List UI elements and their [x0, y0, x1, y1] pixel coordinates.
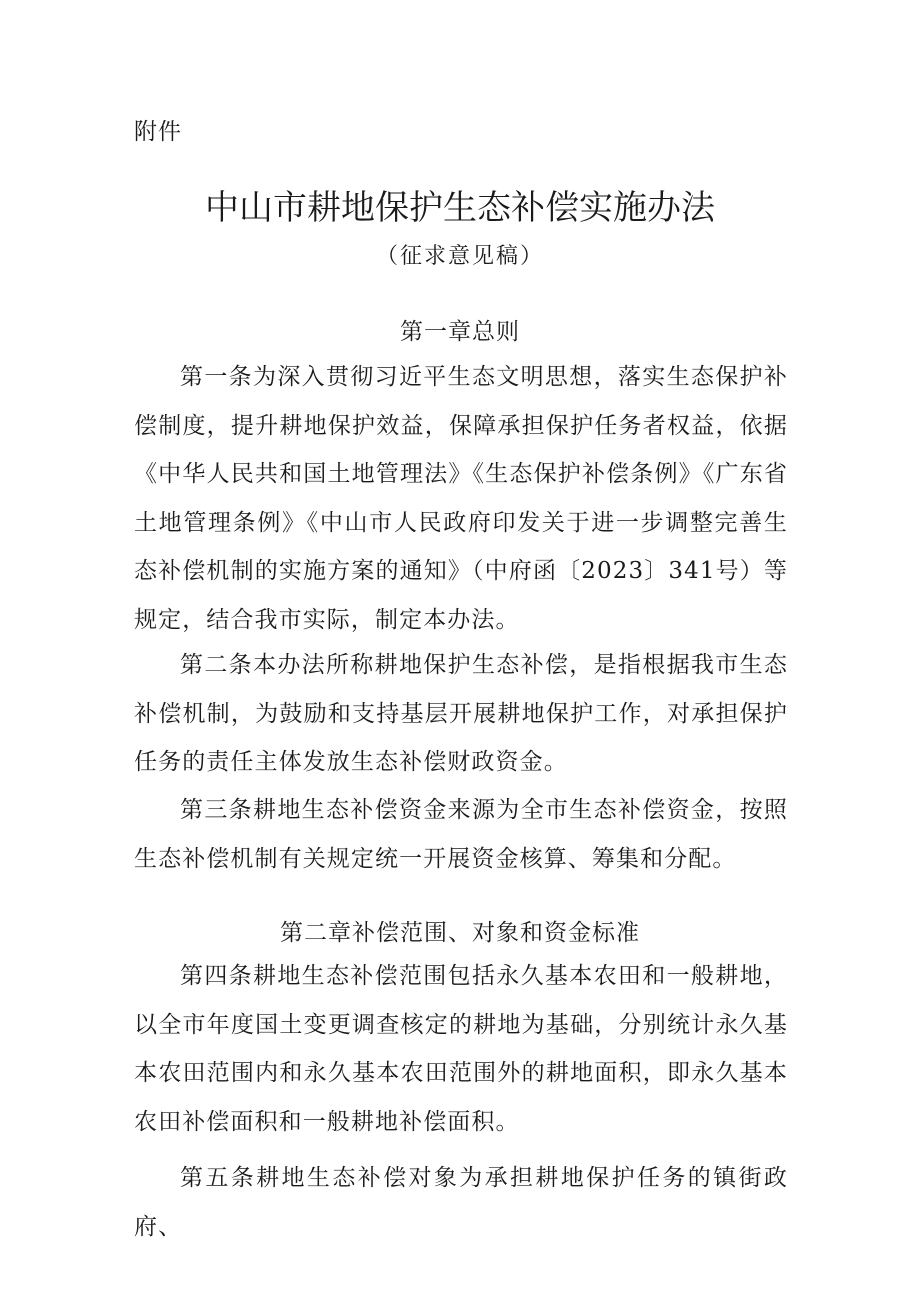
article-paragraph: 第五条耕地生态补偿对象为承担耕地保护任务的镇街政府、: [134, 1165, 788, 1240]
chapter-heading: 第二章补偿范围、对象和资金标准: [280, 920, 640, 946]
attachment-label: 附件: [134, 119, 182, 145]
article-paragraph: 第四条耕地生态补偿范围包括永久基本农田和一般耕地，以全市年度国土变更调查核定的耕地为基础，分别统计永久基本农田范围内和永久基本农田范围外的耕地面积，即永久基本农田补偿面积和一般耕地补偿面积。: [134, 963, 788, 1135]
article-paragraph: 第三条耕地生态补偿资金来源为全市生态补偿资金，按照生态补偿机制有关规定统一开展资金核算、筹集和分配。: [134, 797, 788, 872]
chapter-heading: 第一章总则: [400, 319, 520, 345]
article-paragraph: 第二条本办法所称耕地保护生态补偿，是指根据我市生态补偿机制，为鼓励和支持基层开展耕地保护工作，对承担保护任务的责任主体发放生态补偿财政资金。: [134, 652, 788, 776]
document-subtitle: （征求意见稿）: [375, 244, 544, 269]
document-title: 中山市耕地保护生态补偿实施办法: [205, 188, 715, 228]
article-paragraph: 第一条为深入贯彻习近平生态文明思想，落实生态保护补偿制度，提升耕地保护效益，保障承担保护任务者权益，依据《中华人民共和国土地管理法》《生态保护补偿条例》《广东省土地管理条例》《中山市人民政府印发关于进一步调整完善生态补偿机制的实施方案的通知》（中府函〔2023〕341号）等规定，结合我市实际，制定本办法。: [134, 364, 788, 633]
